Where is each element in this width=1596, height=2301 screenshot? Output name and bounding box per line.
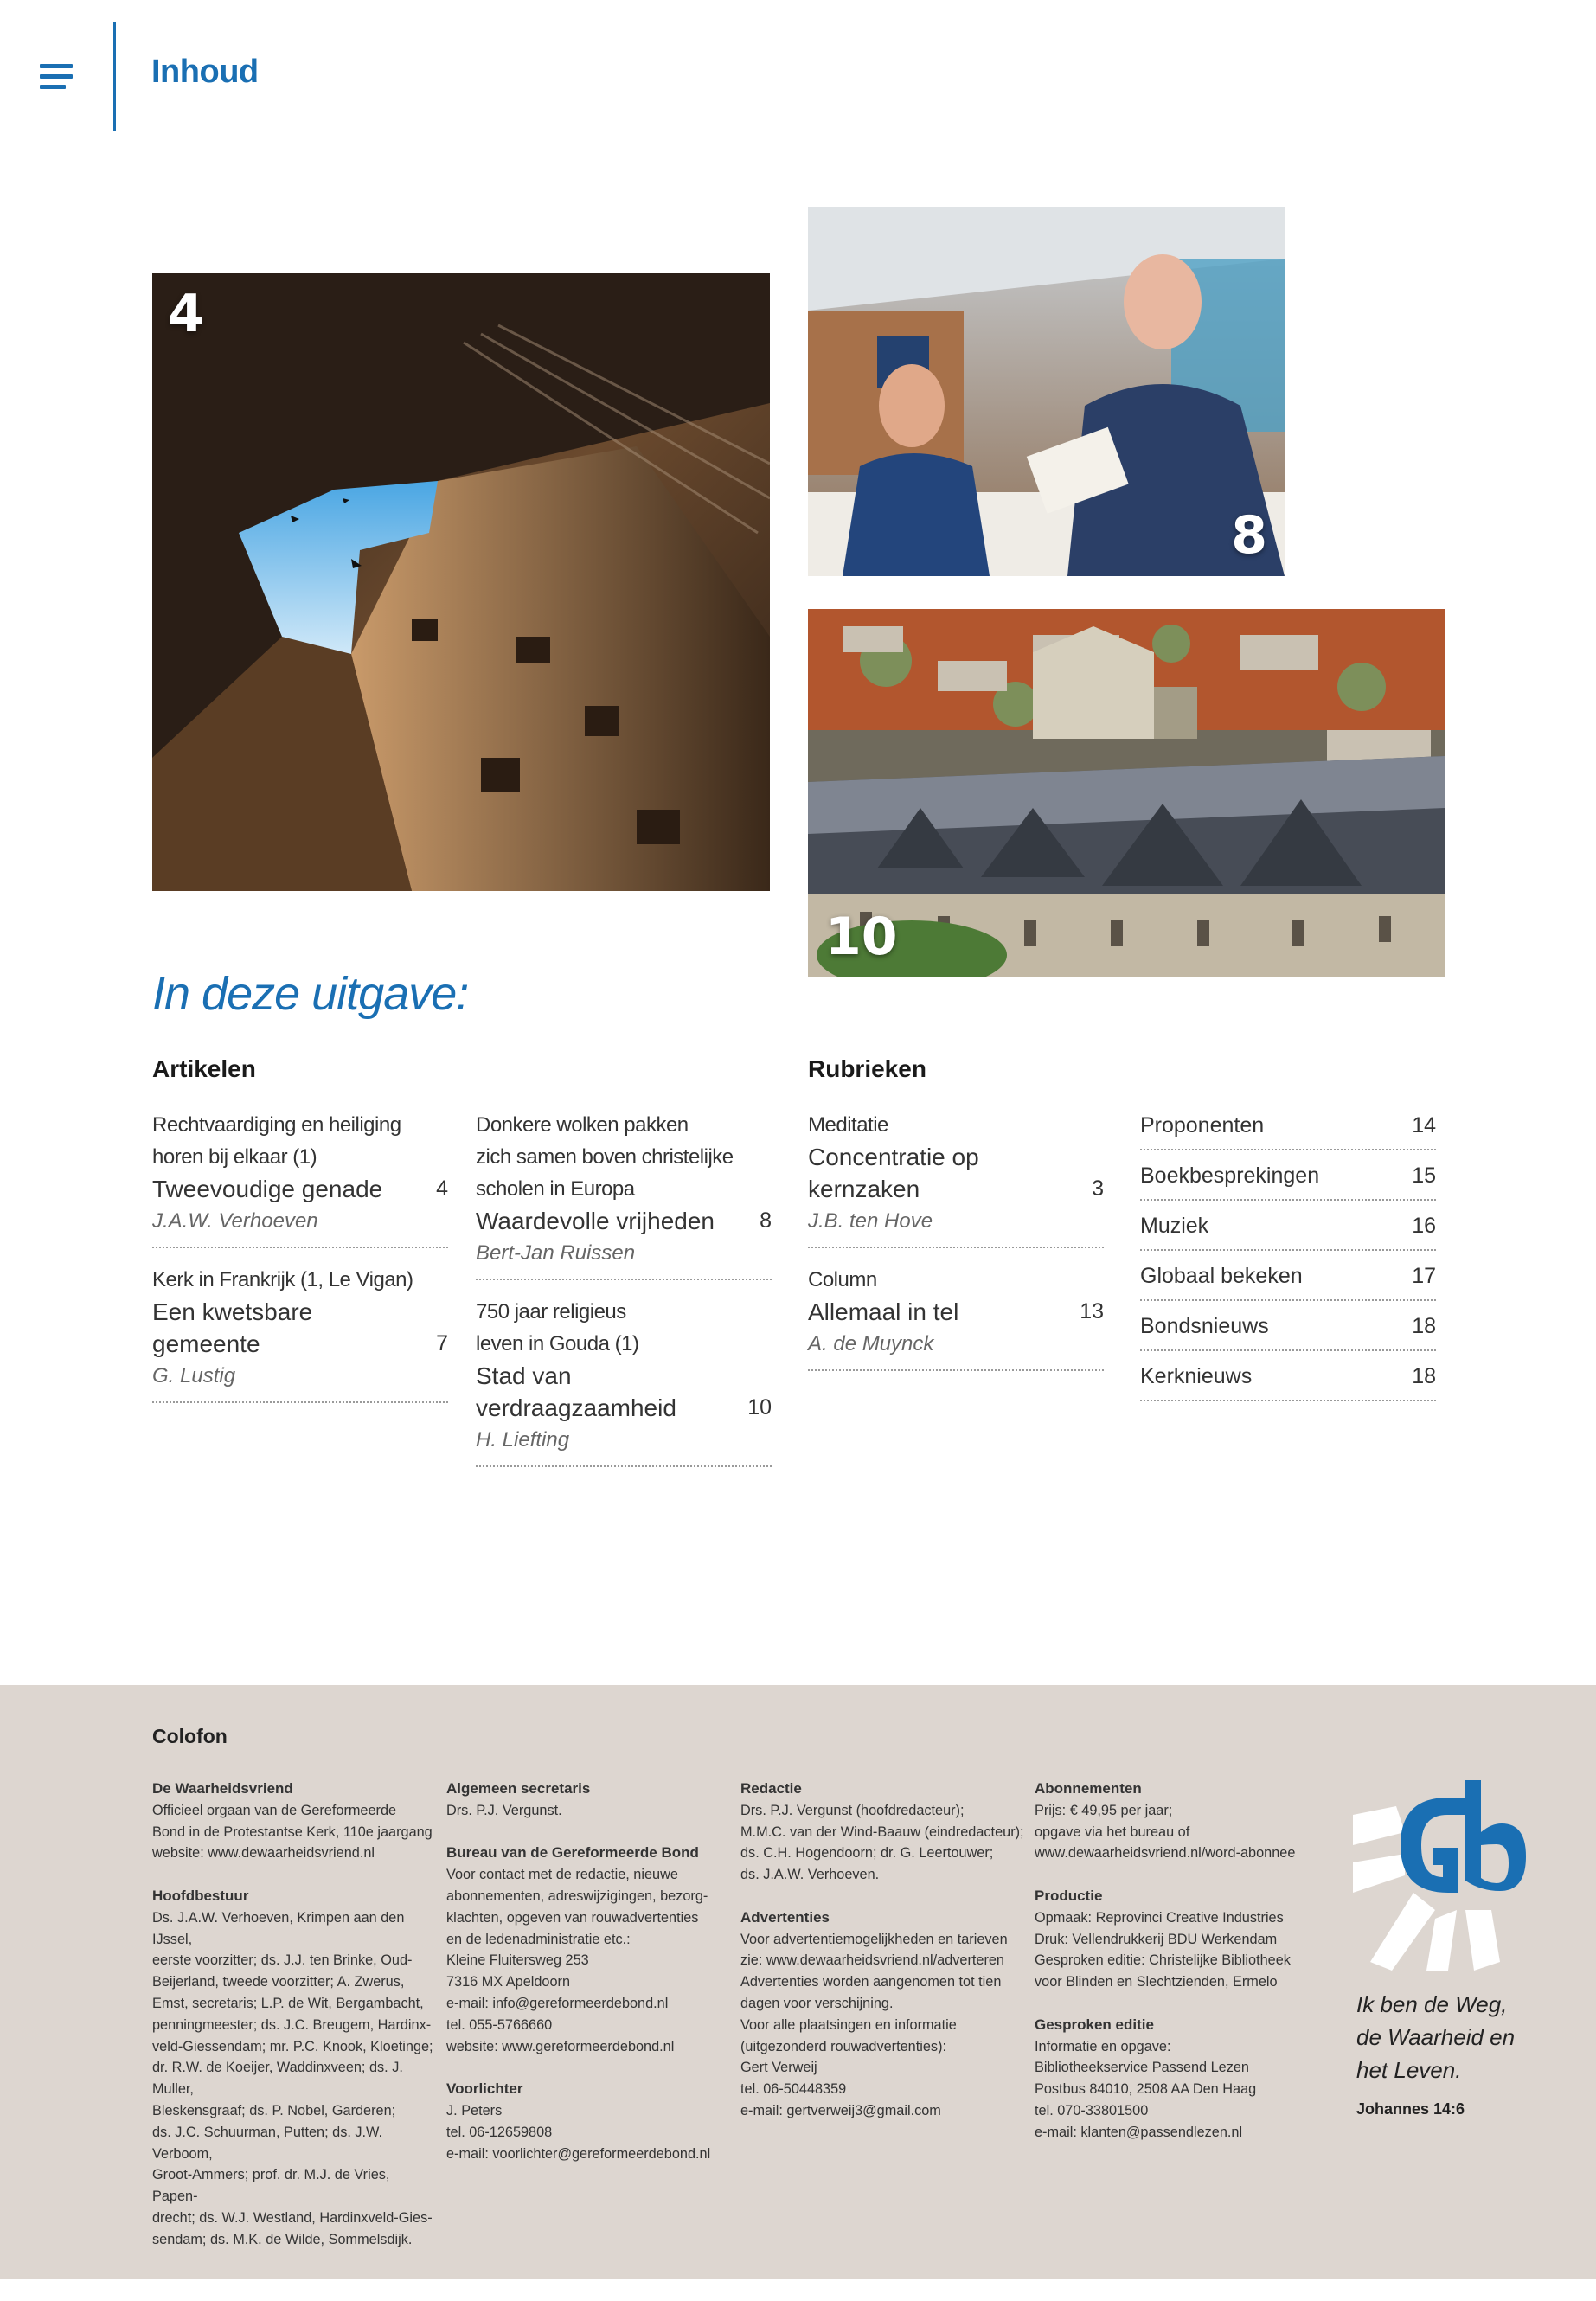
colofon-line: Informatie en opgave: bbox=[1035, 2038, 1171, 2054]
colofon-line: Groot-Ammers; prof. dr. M.J. de Vries, Papen- bbox=[152, 2167, 390, 2205]
colofon-line: M.M.C. van der Wind-Baauw (eindredacteur); bbox=[740, 1823, 1024, 1840]
colofon-gap bbox=[446, 1822, 732, 1843]
colofon-block-heading: De Waarheidsvriend bbox=[152, 1780, 293, 1797]
colofon-line: voor Blinden en Slechtzienden, Ermelo bbox=[1035, 1974, 1278, 1990]
colofon-line: sendam; ds. M.K. de Wilde, Sommelsdijk. bbox=[152, 2231, 413, 2247]
courtyard-image bbox=[152, 273, 770, 891]
toc-page: 4 bbox=[436, 1176, 448, 1201]
toc-author: H. Liefting bbox=[476, 1428, 570, 1452]
rubriek-page: 14 bbox=[1412, 1112, 1436, 1138]
colofon-line: tel. 06-50448359 bbox=[740, 2081, 847, 2098]
rubriek-label: Kerknieuws bbox=[1140, 1363, 1253, 1388]
rubriek-label: Boekbesprekingen bbox=[1140, 1163, 1320, 1188]
colofon-line: Kleine Fluitersweg 253 bbox=[446, 1952, 589, 1969]
toc-page: 13 bbox=[1080, 1299, 1104, 1324]
colofon-gap bbox=[1035, 1993, 1320, 2015]
photo-number: 8 bbox=[1231, 505, 1267, 566]
rubriek-item[interactable] bbox=[1140, 1100, 1436, 1150]
colofon-line: Gert Verweij bbox=[740, 2060, 817, 2076]
colofon-gap bbox=[740, 1886, 1026, 1907]
toc-subtitle: Column bbox=[808, 1268, 877, 1292]
colofon-line: tel. 055-5766660 bbox=[446, 2016, 553, 2033]
hamburger-icon bbox=[40, 64, 73, 68]
rubriek-page: 16 bbox=[1412, 1213, 1436, 1238]
colofon-line[interactable]: www.dewaarheidsvriend.nl/word-abonnee bbox=[1035, 1845, 1296, 1862]
colofon-line: dagen voor verschijning. bbox=[740, 1995, 894, 2011]
colofon-line: en de ledenadministratie etc.: bbox=[446, 1931, 631, 1947]
colofon-line: ds. J.A.W. Verhoeven. bbox=[740, 1867, 880, 1883]
toc-title: Een kwetsbare gemeente bbox=[152, 1298, 313, 1357]
quote-line: het Leven. bbox=[1356, 2057, 1462, 2083]
colofon-line: Beijerland, tweede voorzitter; A. Zwerus, bbox=[152, 1974, 405, 1990]
colofon-line[interactable]: e-mail: voorlichter@gereformeerdebond.nl bbox=[446, 2145, 711, 2162]
colofon-line: klachten, opgeven van rouwadvertenties bbox=[446, 1909, 699, 1926]
rubrieken-col-2 bbox=[1140, 1100, 1436, 1401]
artikelen-col-2 bbox=[476, 1109, 772, 1483]
colofon-block-heading: Redactie bbox=[740, 1780, 802, 1797]
colofon-line: Voor advertentiemogelijkheden en tarieven bbox=[740, 1931, 1008, 1947]
toc-author: A. de Muynck bbox=[808, 1332, 934, 1356]
colofon-line: Voor contact met de redactie, nieuwe bbox=[446, 1867, 678, 1883]
colofon-gap bbox=[1035, 1864, 1320, 1886]
photo-number: 4 bbox=[168, 284, 204, 344]
toc-entry[interactable] bbox=[152, 1109, 448, 1248]
colofon-block-heading: Hoofdbestuur bbox=[152, 1887, 249, 1904]
colofon-line: Opmaak: Reprovinci Creative Industries bbox=[1035, 1909, 1284, 1926]
toc-title: Concentratie op kernzaken bbox=[808, 1144, 979, 1202]
rubriek-item[interactable] bbox=[1140, 1150, 1436, 1201]
toc-title: Tweevoudige genade bbox=[152, 1176, 383, 1202]
colofon-column-4 bbox=[1035, 1779, 1320, 2144]
toc-author: Bert-Jan Ruissen bbox=[476, 1241, 636, 1265]
toc-page: 10 bbox=[747, 1395, 772, 1420]
colofon-line: (uitgezonderd rouwadvertenties): bbox=[740, 2038, 947, 2054]
rubrieken-heading: Rubrieken bbox=[808, 1055, 926, 1082]
colofon-line: Voor alle plaatsingen en informatie bbox=[740, 2016, 957, 2033]
rubriek-item[interactable] bbox=[1140, 1251, 1436, 1301]
colofon-line: Bibliotheekservice Passend Lezen bbox=[1035, 2060, 1249, 2076]
colofon-line: Ds. J.A.W. Verhoeven, Krimpen aan den IJssel, bbox=[152, 1909, 405, 1947]
toc-subtitle: Meditatie bbox=[808, 1113, 888, 1137]
toc-subtitle: scholen in Europa bbox=[476, 1177, 635, 1201]
colofon-line: tel. 070-33801500 bbox=[1035, 2102, 1149, 2118]
colofon-block-heading: Productie bbox=[1035, 1887, 1103, 1904]
colofon-block-heading: Bureau van de Gereformeerde Bond bbox=[446, 1844, 699, 1862]
toc-title: Stad van verdraagzaamheid bbox=[476, 1362, 676, 1421]
toc-author: J.A.W. Verhoeven bbox=[152, 1209, 318, 1233]
toc-subtitle: Rechtvaardiging en heiliging bbox=[152, 1113, 401, 1137]
colofon-block-heading: Voorlichter bbox=[446, 2080, 523, 2098]
rubriek-item[interactable] bbox=[1140, 1351, 1436, 1401]
photo-courtyard[interactable] bbox=[152, 273, 770, 891]
colofon-line: Prijs: € 49,95 per jaar; bbox=[1035, 1802, 1173, 1818]
colofon-line: Gesproken editie: Christelijke Bibliotheek bbox=[1035, 1952, 1291, 1969]
rubriek-item[interactable] bbox=[1140, 1301, 1436, 1351]
colofon-block-heading: Abonnementen bbox=[1035, 1780, 1142, 1797]
artikelen-col-1 bbox=[152, 1109, 448, 1419]
colofon-line: ds. C.H. Hogendoorn; dr. G. Leertouwer; bbox=[740, 1845, 994, 1862]
colofon-line: Drs. P.J. Vergunst (hoofdredacteur); bbox=[740, 1802, 965, 1818]
colofon-column-3 bbox=[740, 1779, 1026, 2122]
rubriek-page: 18 bbox=[1412, 1363, 1436, 1388]
colofon-block-heading: Advertenties bbox=[740, 1908, 830, 1926]
photo-gouda[interactable] bbox=[808, 609, 1445, 977]
hamburger-line bbox=[40, 85, 66, 89]
colofon-line[interactable]: e-mail: gertverweij3@gmail.com bbox=[740, 2102, 941, 2118]
colofon-line: penningmeester; ds. J.C. Breugem, Hardinx- bbox=[152, 2016, 432, 2033]
toc-author: G. Lustig bbox=[152, 1364, 236, 1388]
toc-subtitle: leven in Gouda (1) bbox=[476, 1332, 639, 1356]
colofon-line: veld-Giessendam; mr. P.C. Knook, Kloetinge; bbox=[152, 2038, 433, 2054]
colofon-line: Postbus 84010, 2508 AA Den Haag bbox=[1035, 2081, 1257, 2098]
colofon-line: Advertenties worden aangenomen tot tien bbox=[740, 1974, 1002, 1990]
colofon-line: J. Peters bbox=[446, 2102, 503, 2118]
toc-subtitle: Kerk in Frankrijk (1, Le Vigan) bbox=[152, 1268, 413, 1292]
colofon-line: 7316 MX Apeldoorn bbox=[446, 1974, 571, 1990]
colofon-line: eerste voorzitter; ds. J.J. ten Brinke, Oud- bbox=[152, 1952, 413, 1969]
colofon-line: Druk: Vellendrukkerij BDU Werkendam bbox=[1035, 1931, 1278, 1947]
gb-logo-icon bbox=[1353, 1780, 1526, 1971]
colofon-column-2 bbox=[446, 1779, 732, 2164]
artikelen-heading: Artikelen bbox=[152, 1055, 256, 1082]
rubriek-item[interactable] bbox=[1140, 1201, 1436, 1251]
colofon-line[interactable]: zie: www.dewaarheidsvriend.nl/adverteren bbox=[740, 1952, 1004, 1969]
colofon-line: ds. J.C. Schuurman, Putten; ds. J.W. Verboom, bbox=[152, 2124, 383, 2162]
toc-entry[interactable] bbox=[808, 1264, 1104, 1371]
toc-subtitle: Donkere wolken pakken bbox=[476, 1113, 689, 1137]
quote-reference: Johannes 14:6 bbox=[1356, 2100, 1465, 2118]
colofon-line: Emst, secretaris; L.P. de Wit, Bergambacht, bbox=[152, 1995, 424, 2011]
photo-number: 10 bbox=[825, 907, 898, 967]
gb-logo bbox=[1353, 1780, 1526, 1971]
menu-button[interactable] bbox=[40, 64, 73, 90]
toc-entry[interactable] bbox=[152, 1264, 448, 1403]
rubrieken-col-1 bbox=[808, 1109, 1104, 1387]
colofon-block-heading: Algemeen secretaris bbox=[446, 1780, 591, 1797]
colofon-line: opgave via het bureau of bbox=[1035, 1823, 1190, 1840]
colofon-line: Drs. P.J. Vergunst. bbox=[446, 1802, 562, 1818]
photo-meeting[interactable] bbox=[808, 207, 1285, 576]
colofon-line[interactable]: website: www.dewaarheidsvriend.nl bbox=[152, 1845, 375, 1862]
toc-title: Allemaal in tel bbox=[808, 1298, 959, 1325]
section-heading: In deze uitgave: bbox=[152, 968, 469, 1020]
colofon-gap bbox=[152, 1864, 438, 1886]
toc-entry[interactable] bbox=[476, 1109, 772, 1280]
toc-page: 7 bbox=[436, 1331, 448, 1356]
colofon-line: tel. 06-12659808 bbox=[446, 2124, 553, 2140]
meeting-image bbox=[808, 207, 1285, 576]
toc-entry[interactable] bbox=[476, 1296, 772, 1467]
toc-subtitle: zich samen boven christelijke bbox=[476, 1145, 734, 1169]
rubriek-label: Bondsnieuws bbox=[1140, 1313, 1269, 1338]
colofon-gap bbox=[446, 2057, 732, 2079]
page-title: Inhoud bbox=[151, 54, 259, 90]
colofon-panel bbox=[0, 1685, 1596, 2279]
colofon-line[interactable]: website: www.gereformeerdebond.nl bbox=[446, 2038, 675, 2054]
hamburger-line bbox=[40, 74, 73, 79]
toc-author: J.B. ten Hove bbox=[808, 1209, 933, 1233]
rubriek-label: Muziek bbox=[1140, 1213, 1209, 1238]
bible-quote bbox=[1356, 1988, 1515, 2086]
colofon-line[interactable]: e-mail: info@gereformeerdebond.nl bbox=[446, 1995, 669, 2011]
toc-subtitle: horen bij elkaar (1) bbox=[152, 1145, 317, 1169]
header-divider bbox=[113, 22, 116, 131]
colofon-line: abonnementen, adreswijzigingen, bezorg- bbox=[446, 1888, 708, 1904]
rubriek-page: 18 bbox=[1412, 1313, 1436, 1338]
rubriek-page: 17 bbox=[1412, 1263, 1436, 1288]
toc-subtitle: 750 jaar religieus bbox=[476, 1300, 626, 1324]
colofon-line[interactable]: e-mail: klanten@passendlezen.nl bbox=[1035, 2124, 1243, 2140]
colofon-line: Bond in de Protestantse Kerk, 110e jaargang bbox=[152, 1823, 433, 1840]
quote-line: Ik ben de Weg, bbox=[1356, 1991, 1508, 2017]
toc-page: 3 bbox=[1092, 1176, 1104, 1201]
quote-line: de Waarheid en bbox=[1356, 2024, 1516, 2050]
colofon-title: Colofon bbox=[152, 1725, 228, 1747]
rubriek-label: Proponenten bbox=[1140, 1112, 1265, 1138]
toc-entry[interactable] bbox=[808, 1109, 1104, 1248]
colofon-line: Officieel orgaan van de Gereformeerde bbox=[152, 1802, 397, 1818]
colofon-column-1 bbox=[152, 1779, 438, 2251]
toc-title: Waardevolle vrijheden bbox=[476, 1208, 715, 1234]
rubriek-label: Globaal bekeken bbox=[1140, 1263, 1303, 1288]
gouda-image bbox=[808, 609, 1445, 977]
colofon-block-heading: Gesproken editie bbox=[1035, 2016, 1154, 2033]
colofon-line: dr. R.W. de Koeijer, Waddinxveen; ds. J. Muller, bbox=[152, 2060, 403, 2098]
colofon-line: drecht; ds. W.J. Westland, Hardinxveld-Gies- bbox=[152, 2209, 433, 2226]
colofon-line: Bleskensgraaf; ds. P. Nobel, Garderen; bbox=[152, 2102, 396, 2118]
rubriek-page: 15 bbox=[1412, 1163, 1436, 1188]
toc-page: 8 bbox=[760, 1208, 772, 1233]
